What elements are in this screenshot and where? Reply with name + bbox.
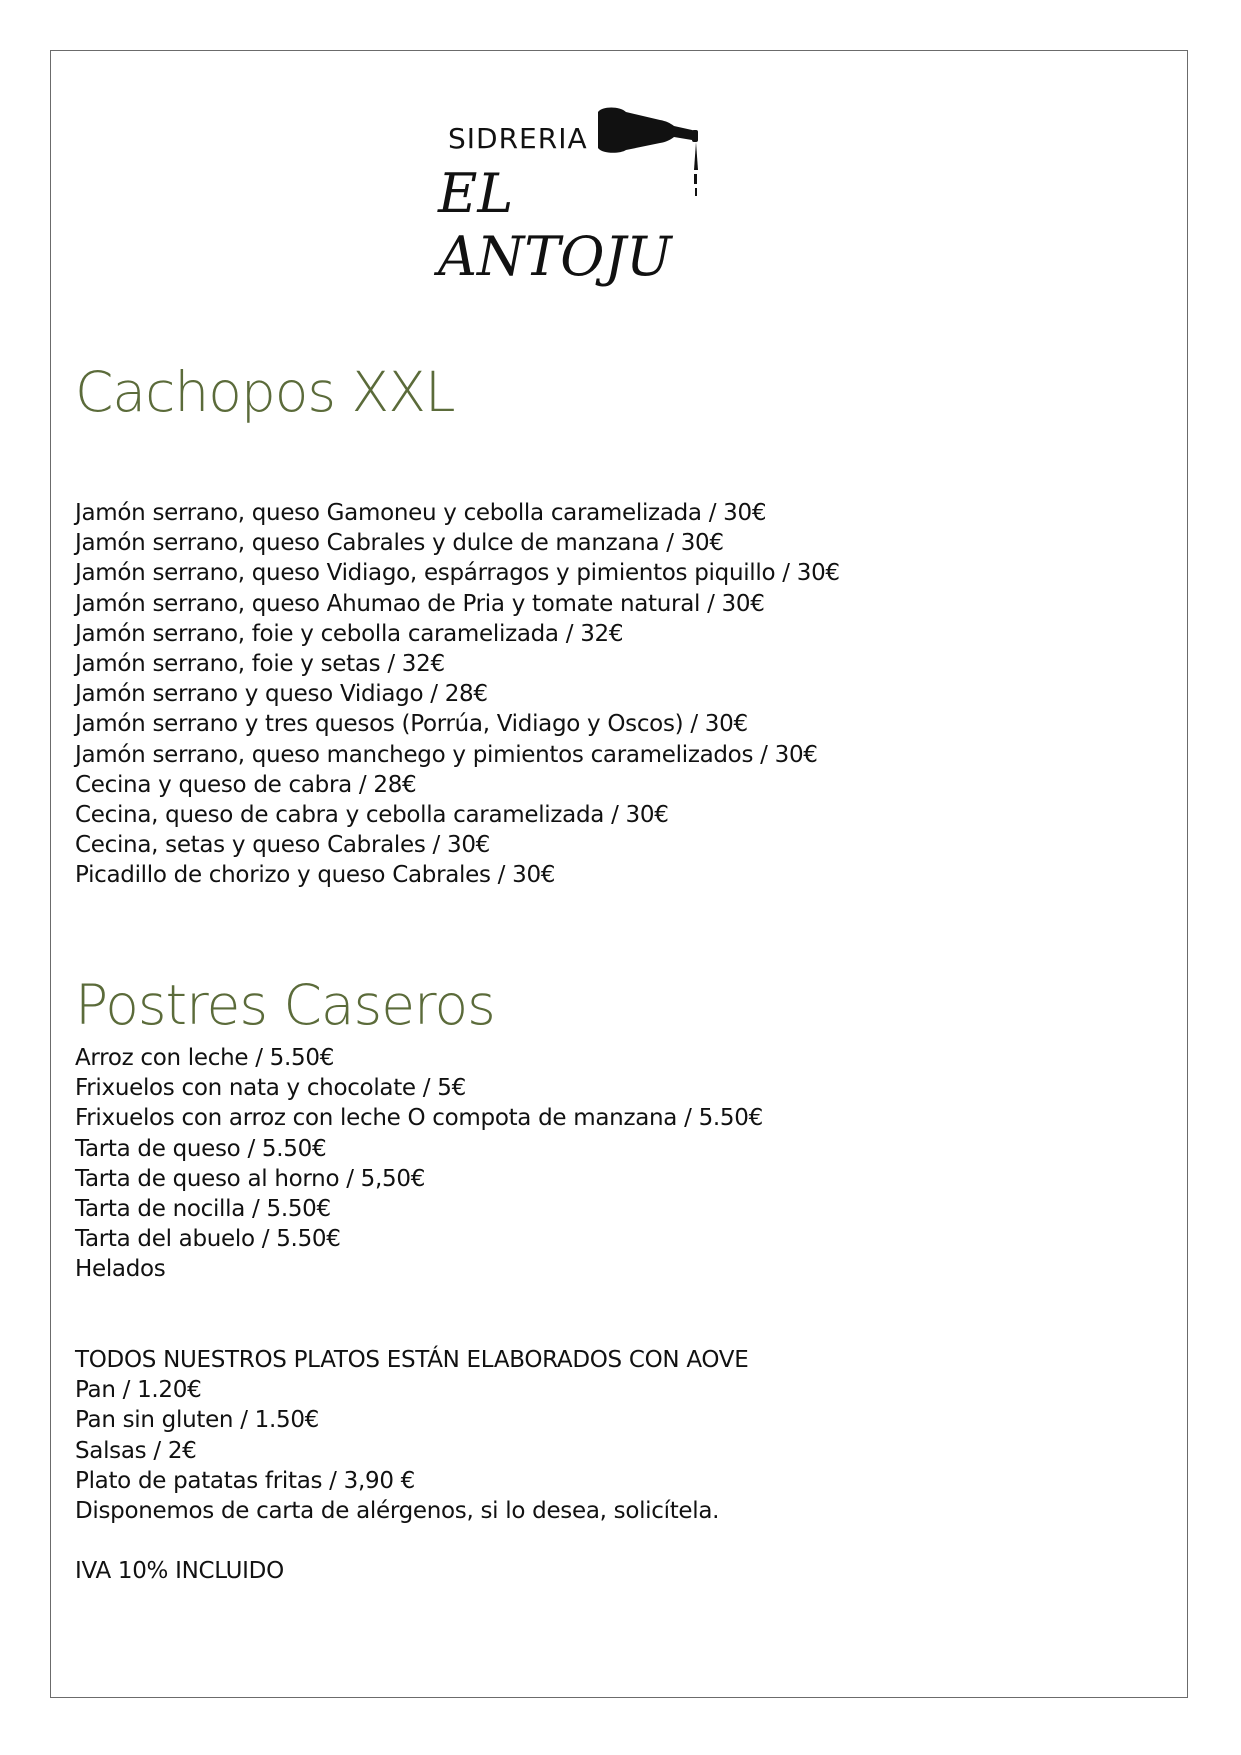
extras-list [75, 1345, 748, 1526]
list-item: Tarta del abuelo / 5.50€ [75, 1226, 341, 1253]
list-item: Picadillo de chorizo y queso Cabrales / 30€ [75, 862, 556, 889]
list-item: Frixuelos con arroz con leche O compota de manzana / 5.50€ [75, 1105, 763, 1132]
list-item: Pan sin gluten / 1.50€ [75, 1407, 320, 1434]
list-item: Jamón serrano y tres quesos (Porrúa, Vidiago y Oscos) / 30€ [75, 711, 748, 738]
section-title-postres: Postres Caseros [75, 973, 495, 1037]
cachopos-list [75, 498, 840, 891]
list-item: Plato de patatas fritas / 3,90 € [75, 1467, 415, 1494]
list-item: Jamón serrano, queso Vidiago, espárragos y pimientos piquillo / 30€ [75, 560, 840, 587]
logo-name: EL ANTOJU [438, 162, 672, 288]
list-item: Tarta de queso / 5.50€ [75, 1135, 327, 1162]
list-item: Jamón serrano, foie y setas / 32€ [75, 651, 445, 678]
tax-note: IVA 10% INCLUIDO [75, 1558, 284, 1584]
list-item: Cecina, setas y queso Cabrales / 30€ [75, 832, 490, 859]
restaurant-logo [430, 100, 730, 288]
list-item: Jamón serrano y queso Vidiago / 28€ [75, 681, 488, 708]
list-item: Jamón serrano, queso manchego y pimientos caramelizados / 30€ [75, 741, 818, 768]
list-item: Salsas / 2€ [75, 1437, 197, 1464]
list-item: Jamón serrano, queso Cabrales y dulce de manzana / 30€ [75, 530, 724, 557]
list-item: Disponemos de carta de alérgenos, si lo desea, solicítela. [75, 1498, 720, 1525]
logo-subtitle: SIDRERIA [448, 122, 588, 155]
list-item: Cecina y queso de cabra / 28€ [75, 771, 417, 798]
list-item: Tarta de nocilla / 5.50€ [75, 1196, 331, 1223]
section-title-cachopos: Cachopos XXL [75, 360, 455, 424]
list-item: Pan / 1.20€ [75, 1377, 202, 1404]
list-item: Jamón serrano, queso Gamoneu y cebolla caramelizada / 30€ [75, 500, 767, 526]
list-item: Arroz con leche / 5.50€ [75, 1045, 335, 1071]
list-item: Helados [75, 1256, 166, 1283]
list-item: Frixuelos con nata y chocolate / 5€ [75, 1075, 466, 1102]
list-item: Jamón serrano, queso Ahumao de Pria y tomate natural / 30€ [75, 590, 765, 617]
list-item: Jamón serrano, foie y cebolla caramelizada / 32€ [75, 620, 624, 647]
list-item: TODOS NUESTROS PLATOS ESTÁN ELABORADOS CON AOVE [75, 1347, 749, 1373]
postres-list [75, 1043, 763, 1285]
list-item: Cecina, queso de cabra y cebolla caramelizada / 30€ [75, 802, 669, 829]
list-item: Tarta de queso al horno / 5,50€ [75, 1165, 426, 1192]
